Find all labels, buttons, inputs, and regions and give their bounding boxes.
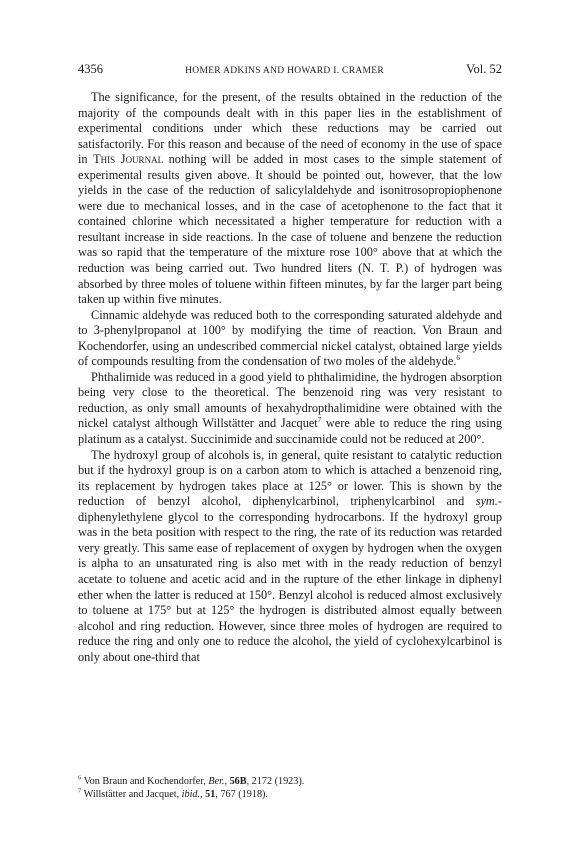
footnote-ref: 6 — [456, 354, 460, 363]
footnote: $^7$ Willstätter and Jacquet, ibid., 51, 767 (1918). — [78, 787, 268, 800]
page-number: 4356 — [78, 62, 103, 76]
footnote-ref: 7 — [317, 416, 322, 425]
volume-label: Vol. 52 — [466, 62, 502, 76]
paragraph: The hydroxyl group of alcohols is, in general, quite resistant to catalytic reduction but if the hydroxyl group is on a carbon atom to which is attached a benzenoid ring, its replacement by hydrogen takes place at 125° or lower. This is shown by the reduction of benzyl alcohol, diphenylcarbinol, triphenylcarbinol and sym.-diphenylethylene glycol to the corresponding hydrocarbons. If the hydroxyl group was in the beta position with respect to the ring, the rate of its reduction was retarded very greatly. This same ease of replacement of oxygen by hydrogen when the oxygen is alpha to an unsaturated ring is also met with in the ready reduction of benzyl acetate to toluene and acetic acid and in the rupture of the ether linkage in diphenyl ether when the latter is reduced at 150°. Benzyl alcohol is reduced almost exclusively to toluene at 175° but at 125° the hydrogen is distributed almost equally between alcohol and ring reduction. However, since three moles of hydrogen are required to reduce the ring and only one to reduce the alcohol, the yield of cyclohexylcarbinol is only about one-third that — [78, 447, 502, 664]
running-header — [78, 62, 502, 78]
running-header-authors: HOMER ADKINS AND HOWARD I. CRAMER — [185, 66, 384, 76]
footnote: $^6$ Von Braun and Kochendorfer, Ber., 56B, 2172 (1923). — [78, 774, 305, 787]
paragraph: The significance, for the present, of the results obtained in the reduction of the majority of the compounds dealt with in this paper lies in the establishment of experimental conditions under which these reductions may be carried out satisfactorily. For this reason and because of the need of economy in the use of space in This Journal nothing will be added in most cases to the simple statement of experimental results given above. It should be pointed out, however, that the low yields in the case of the reduction of salicylaldehyde and isonitrosopropiophenone were due to mechanical losses, and in the case of acetophenone to the fact that it contained chlorine which necessitated a higher temperature for reduction with a resultant increase in side reactions. In the case of toluene and benzene the reduction was so rapid that the temperature of the mixture rose 100° above that at which the reduction was being carried out. Two hundred liters (N. T. P.) of hydrogen was absorbed by three moles of toluene within fifteen minutes, by far the larger part being taken up within five minutes. — [78, 90, 503, 307]
body-text — [78, 90, 502, 665]
paragraph: Phthalimide was reduced in a good yield to phthalimidine, the hydrogen absorption being very close to the theoretical. The benzenoid ring was very resistant to reduction, as only small amounts of hexahydropthalimidine were obtained with the nickel catalyst although Willstätter and Jacquet$^7$ were able to reduce the ring using platinum as a catalyst. Succinimide and succinamide could not be reduced at 200°. — [78, 369, 503, 447]
italic-term: sym. — [475, 494, 498, 509]
journal-name: This Journal — [93, 152, 164, 167]
paragraph: Cinnamic aldehyde was reduced both to the corresponding saturated aldehyde and to 3-phenylpropanol at 100° by modifying the time of reaction. Von Braun and Kochendorfer, using an undescribed commercial nickel catalyst, obtained large yields of compounds resulting from the condensation of two moles of the aldehyde.$^6$ — [78, 307, 502, 369]
